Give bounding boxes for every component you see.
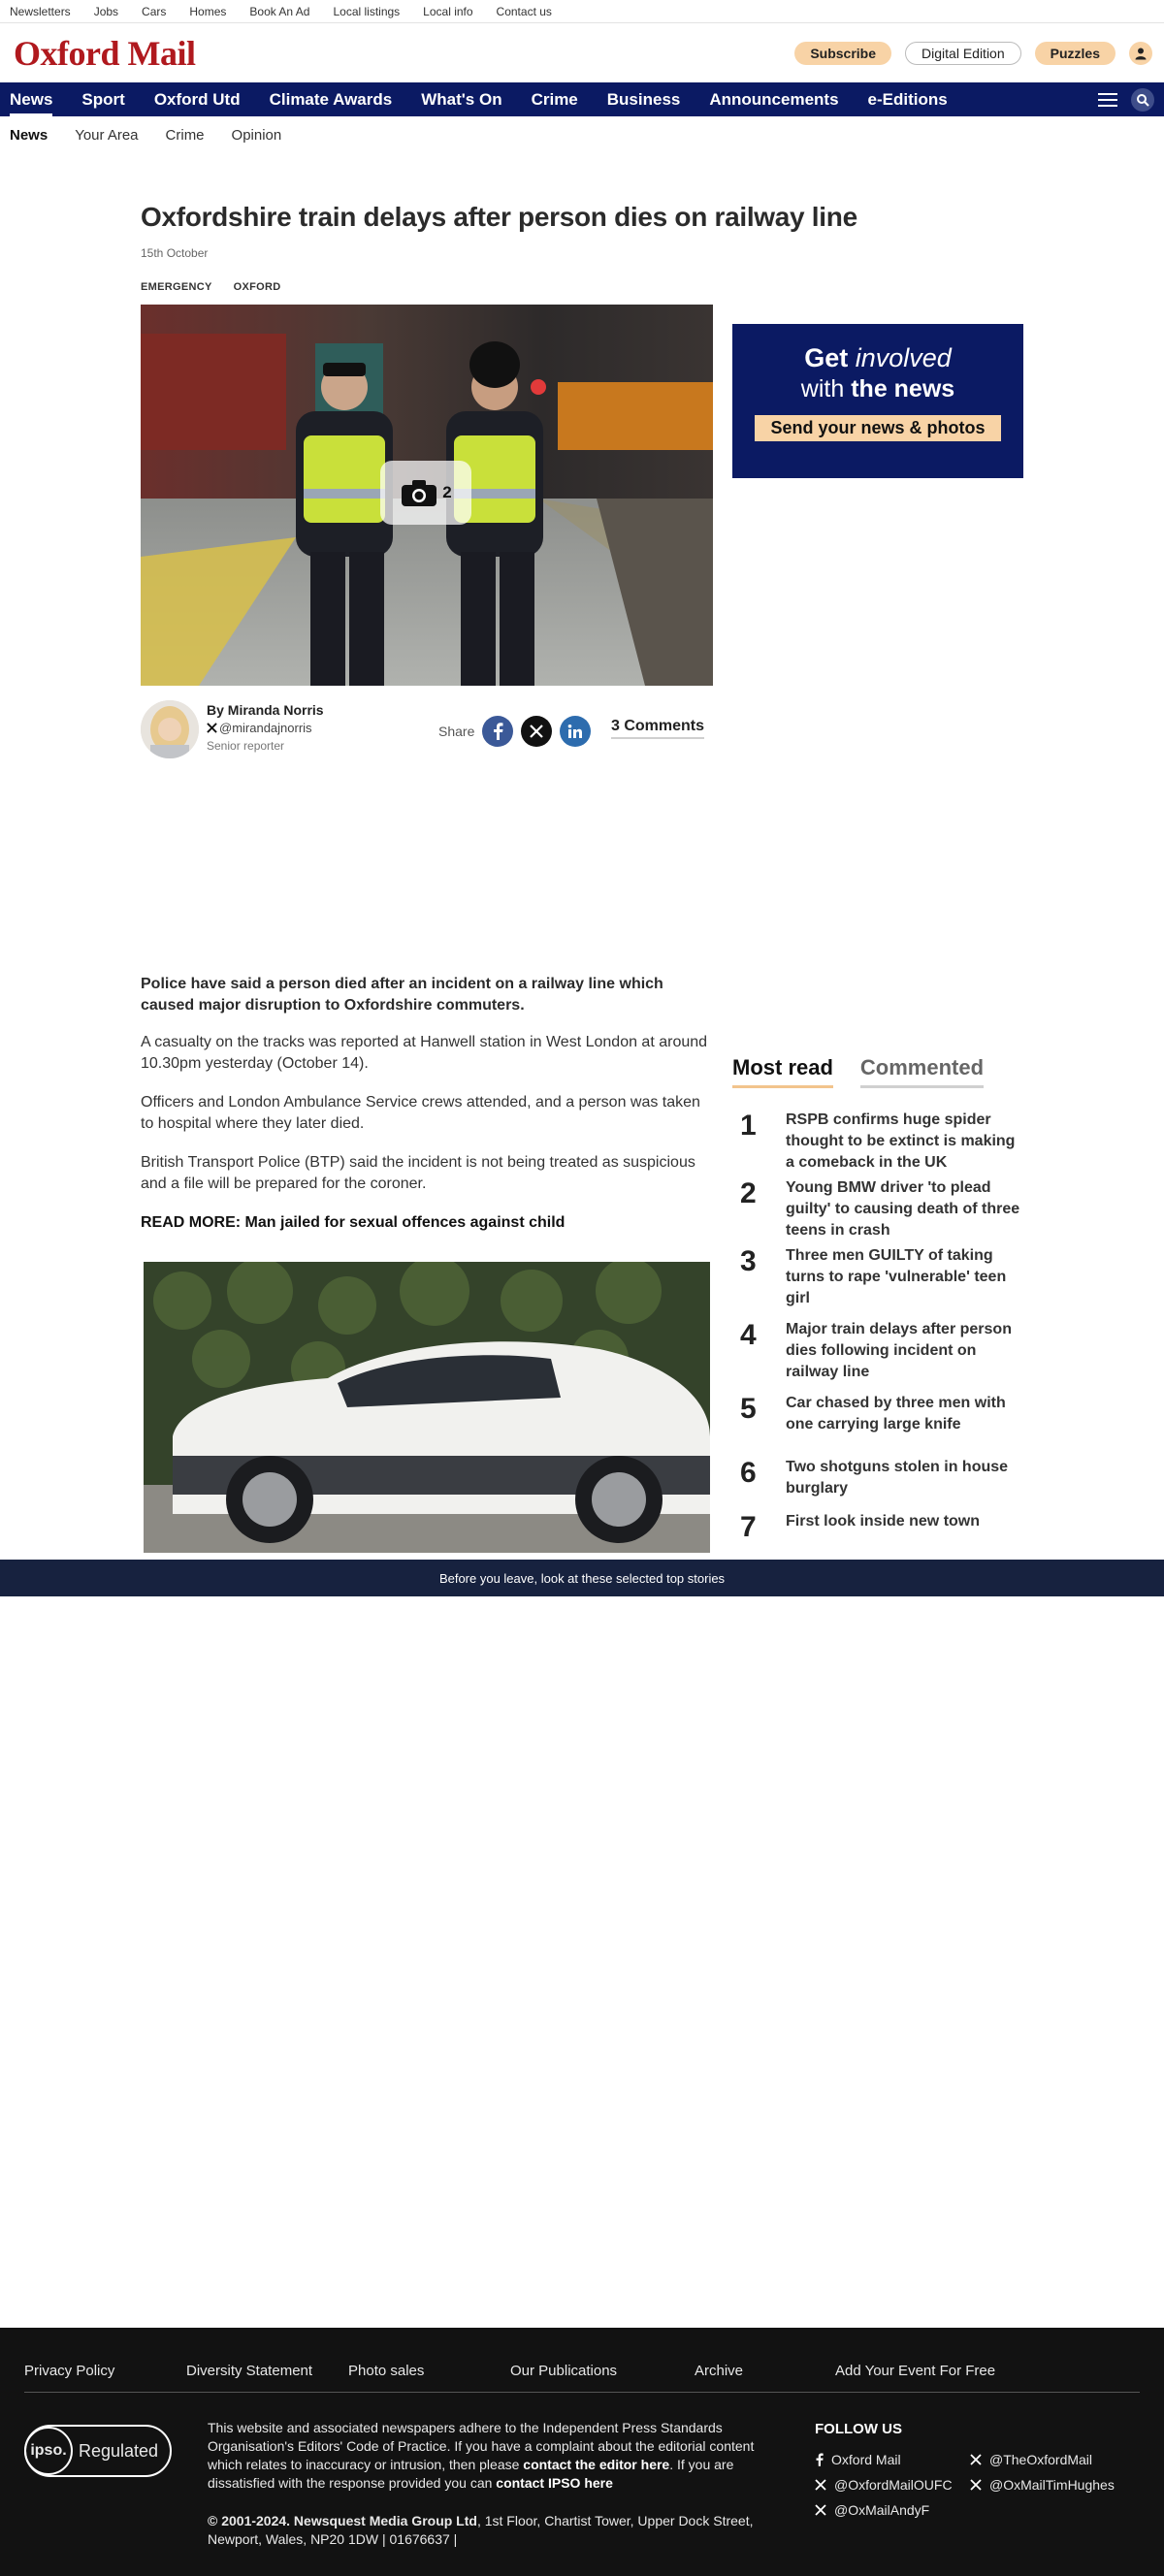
- author-avatar[interactable]: [141, 700, 199, 758]
- list-item[interactable]: 7 First look inside new town: [740, 1511, 981, 1543]
- footer-link-our-publications[interactable]: Our Publications: [510, 2363, 618, 2379]
- share-bar: [438, 716, 591, 747]
- util-link-local-listings[interactable]: Local listings: [333, 4, 401, 18]
- nav-item-crime[interactable]: Crime: [531, 89, 578, 109]
- site-logo[interactable]: Oxford Mail: [14, 33, 196, 73]
- contact-editor-link[interactable]: contact the editor here: [523, 2457, 670, 2472]
- share-facebook-button[interactable]: [482, 716, 513, 747]
- tab-commented[interactable]: Commented: [860, 1055, 984, 1088]
- article-body: [141, 974, 713, 1234]
- article-tags: [141, 281, 280, 293]
- ipso-badge[interactable]: [24, 2425, 172, 2477]
- promo-line-1: Get involved: [804, 343, 952, 372]
- article-date: 15th October: [141, 246, 209, 260]
- subnav-item-your-area[interactable]: Your Area: [75, 126, 139, 144]
- list-item[interactable]: 5 Car chased by three men with one carrying large knife: [740, 1393, 1006, 1433]
- tag-emergency[interactable]: EMERGENCY: [141, 281, 212, 293]
- follow-us-heading: FOLLOW US: [815, 2421, 902, 2437]
- read-more-image[interactable]: [144, 1262, 710, 1553]
- nav-item-oxford-utd[interactable]: Oxford Utd: [153, 89, 241, 109]
- article-paragraph: British Transport Police (BTP) said the incident is not being treated as suspicious and a file will be prepared for the coroner.: [141, 1154, 695, 1192]
- list-item[interactable]: 4 Major train delays after person dies following incident on railway line: [740, 1319, 1012, 1380]
- most-read-tabs: [732, 1055, 984, 1088]
- utility-bar: [0, 0, 1164, 23]
- social-link-x-oxfordmail[interactable]: @TheOxfordMail: [970, 2452, 1145, 2467]
- util-link-homes[interactable]: Homes: [189, 4, 227, 18]
- tag-oxford[interactable]: OXFORD: [233, 281, 281, 293]
- nav-item-whats-on[interactable]: What's On: [421, 89, 502, 109]
- nav-item-climate-awards[interactable]: Climate Awards: [269, 89, 393, 109]
- send-news-promo: [732, 324, 1023, 478]
- author-name[interactable]: By Miranda Norris: [207, 702, 324, 718]
- author-role: Senior reporter: [207, 739, 285, 753]
- sub-nav: [0, 116, 1164, 153]
- list-item[interactable]: 2 Young BMW driver 'to plead guilty' to causing death of three teens in crash: [740, 1177, 1020, 1239]
- nav-item-news[interactable]: News: [10, 82, 52, 116]
- header-actions: [794, 42, 1152, 65]
- author-block: [141, 700, 324, 758]
- account-button[interactable]: [1129, 42, 1152, 65]
- white-car-photo: [144, 1262, 710, 1553]
- x-icon: [970, 2479, 982, 2491]
- social-links: [815, 2452, 1145, 2518]
- read-more-link[interactable]: READ MORE: Man jailed for sexual offences against child: [141, 1214, 566, 1231]
- footer-link-diversity-statement[interactable]: Diversity Statement: [186, 2363, 313, 2379]
- main-nav: [0, 82, 1164, 116]
- menu-icon[interactable]: [1098, 93, 1117, 107]
- util-link-newsletters[interactable]: Newsletters: [10, 4, 71, 18]
- footer-link-archive[interactable]: Archive: [695, 2363, 744, 2379]
- x-icon: [529, 724, 544, 739]
- user-icon: [1134, 47, 1148, 60]
- social-link-facebook[interactable]: Oxford Mail: [815, 2452, 970, 2467]
- footer-link-photo-sales[interactable]: Photo sales: [348, 2363, 425, 2379]
- article-paragraph: A casualty on the tracks was reported at Hanwell station in West London at around 10.30pm yesterday (October 14).: [141, 1034, 708, 1072]
- nav-item-sport[interactable]: Sport: [81, 89, 125, 109]
- author-handle-text: @mirandajnorris: [219, 721, 312, 735]
- footer-links: [24, 2363, 995, 2379]
- site-header: [0, 23, 1164, 82]
- footer-link-privacy-policy[interactable]: Privacy Policy: [24, 2363, 115, 2379]
- search-icon: [1136, 93, 1149, 107]
- promo-line-2: with the news: [800, 375, 955, 402]
- camera-icon: [400, 478, 438, 507]
- subscribe-button[interactable]: Subscribe: [794, 42, 891, 65]
- hero-image[interactable]: [141, 305, 713, 686]
- share-linkedin-button[interactable]: [560, 716, 591, 747]
- subnav-item-news[interactable]: News: [10, 126, 48, 144]
- ipso-logo: ipso.: [24, 2427, 73, 2475]
- tab-most-read[interactable]: Most read: [732, 1055, 833, 1088]
- gallery-button[interactable]: [380, 461, 471, 525]
- x-icon: [815, 2504, 826, 2516]
- facebook-icon: [815, 2453, 824, 2466]
- article-lead: Police have said a person died after an incident on a railway line which caused major disruption to Oxfordshire commuters.: [141, 976, 663, 1014]
- x-icon: [207, 723, 217, 733]
- util-link-contact-us[interactable]: Contact us: [496, 4, 552, 18]
- author-handle[interactable]: [207, 721, 324, 735]
- footer-divider: [24, 2392, 1140, 2393]
- digital-edition-button[interactable]: Digital Edition: [905, 42, 1021, 65]
- subnav-item-crime[interactable]: Crime: [165, 126, 205, 144]
- social-link-x-timhughes[interactable]: @OxMailTimHughes: [970, 2477, 1145, 2493]
- facebook-icon: [492, 723, 503, 740]
- util-link-local-info[interactable]: Local info: [423, 4, 473, 18]
- subnav-item-opinion[interactable]: Opinion: [231, 126, 282, 144]
- social-link-x-andyf[interactable]: @OxMailAndyF: [815, 2502, 970, 2518]
- share-label: Share: [438, 724, 475, 739]
- footer-link-add-event[interactable]: Add Your Event For Free: [835, 2363, 996, 2379]
- article-title: Oxfordshire train delays after person dies on railway line: [141, 202, 857, 232]
- puzzles-button[interactable]: Puzzles: [1035, 42, 1116, 65]
- comments-link[interactable]: 3 Comments: [611, 718, 704, 739]
- x-icon: [970, 2454, 982, 2465]
- site-footer: [0, 2328, 1164, 2576]
- top-stories-bar[interactable]: Before you leave, look at these selected top stories: [0, 1560, 1164, 1596]
- util-link-cars[interactable]: Cars: [142, 4, 167, 18]
- nav-item-business[interactable]: Business: [606, 89, 681, 109]
- list-item[interactable]: 6 Two shotguns stolen in house burglary: [740, 1457, 1009, 1497]
- util-link-jobs[interactable]: Jobs: [93, 4, 119, 18]
- list-item[interactable]: 1 RSPB confirms huge spider thought to be extinct is making a comeback in the UK: [740, 1110, 1016, 1171]
- util-link-book-an-ad[interactable]: Book An Ad: [249, 4, 310, 18]
- list-item[interactable]: 3 Three men GUILTY of taking turns to rape 'vulnerable' teen girl: [740, 1245, 1007, 1306]
- most-read-list: [732, 1110, 1023, 1543]
- nav-right-actions: [1098, 82, 1154, 116]
- nav-item-announcements[interactable]: Announcements: [709, 89, 839, 109]
- send-news-button[interactable]: Send your news & photos: [755, 415, 1000, 441]
- ipso-label: Regulated: [79, 2440, 159, 2461]
- search-button[interactable]: [1131, 88, 1154, 112]
- footer-legal: This website and associated newspapers adhere to the Independent Press Standards Organisation's Editors' Code of Practice. If you have a complaint about the editorial content which relates to inaccuracy or intrusion, then please contact the editor here. If you are dissatisfied with the response provided you can contact IPSO here: [208, 2420, 755, 2491]
- nav-item-e-editions[interactable]: e-Editions: [867, 89, 948, 109]
- x-icon: [815, 2479, 826, 2491]
- share-x-button[interactable]: [521, 716, 552, 747]
- footer-copyright: © 2001-2024. Newsquest Media Group Ltd, 1st Floor, Chartist Tower, Upper Dock Street, Newport, Wales, NP20 1DW | 01676637 |: [208, 2513, 754, 2547]
- contact-ipso-link[interactable]: contact IPSO here: [496, 2475, 613, 2491]
- gallery-count: 2: [442, 483, 452, 501]
- linkedin-icon: [567, 724, 583, 739]
- social-link-x-oufc[interactable]: @OxfordMailOUFC: [815, 2477, 970, 2493]
- article-paragraph: Officers and London Ambulance Service crews attended, and a person was taken to hospital where they later died.: [141, 1094, 700, 1132]
